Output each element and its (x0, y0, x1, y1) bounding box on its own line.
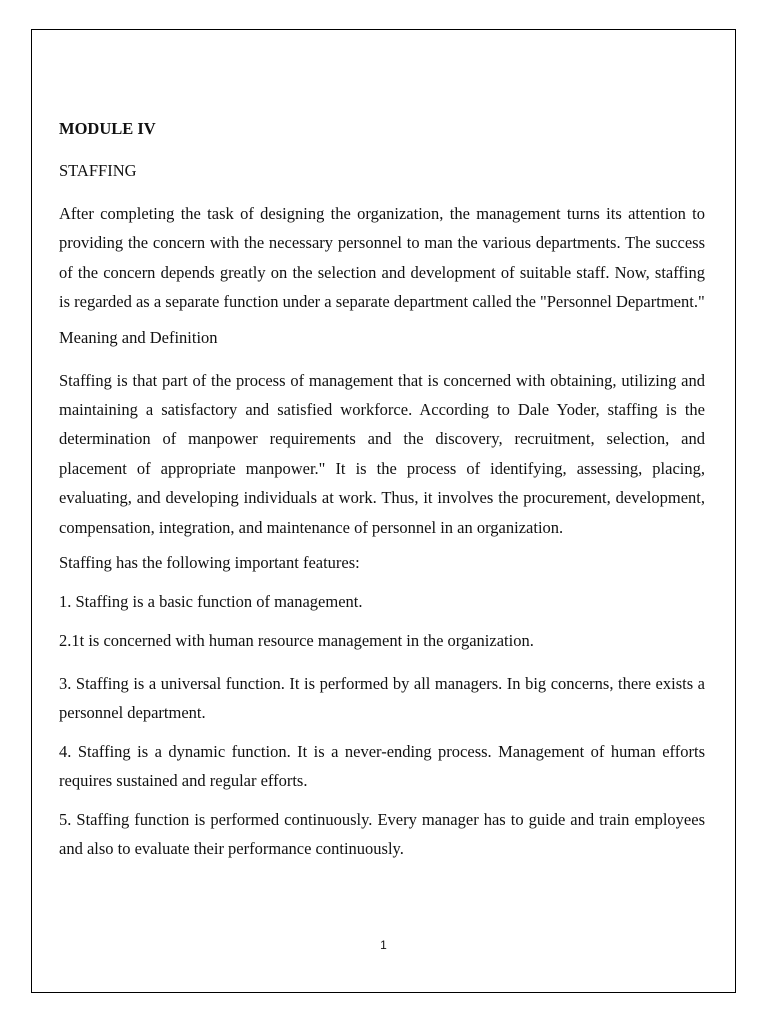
feature-item: 1. Staffing is a basic function of management. (59, 592, 363, 612)
definition-paragraph: Staffing is that part of the process of management that is concerned with obtaining, utilizing and maintaining a satisfactory and satisfied workforce. According to Dale Yoder, staffing is the determination of manpower requirements and the discovery, recruitment, selection, and placement of appropriate manpower." It is the process of identifying, assessing, placing, evaluating, and developing individuals at work. Thus, it involves the procurement, development, compensation, integration, and maintenance of personnel in an organization. (59, 370, 705, 537)
page-number: 1 (380, 938, 387, 952)
module-title: MODULE IV (59, 119, 156, 138)
intro-paragraph: After completing the task of designing the organization, the management turns its attention to providing the concern with the necessary personnel to man the various departments. The success of the concern depends greatly on the selection and development of suitable staff. Now, staffing is regarded as a separate function under a separate department called the "Personnel Department." (59, 204, 705, 312)
document-page (31, 29, 736, 993)
section-title: STAFFING (59, 161, 137, 180)
feature-item: 2.1t is concerned with human resource management in the organization. (59, 631, 534, 651)
feature-item: 3. Staffing is a universal function. It is performed by all managers. In big concerns, there exists a personnel department. (59, 674, 705, 723)
page-content (59, 118, 705, 873)
feature-item: 4. Staffing is a dynamic function. It is a never-ending process. Management of human efforts requires sustained and regular efforts. (59, 741, 705, 791)
subheading: Meaning and Definition (59, 327, 218, 347)
features-intro: Staffing has the following important features: (59, 553, 360, 573)
feature-item: 5. Staffing function is performed continuously. Every manager has to guide and train employees and also to evaluate their performance continuously. (59, 809, 705, 859)
